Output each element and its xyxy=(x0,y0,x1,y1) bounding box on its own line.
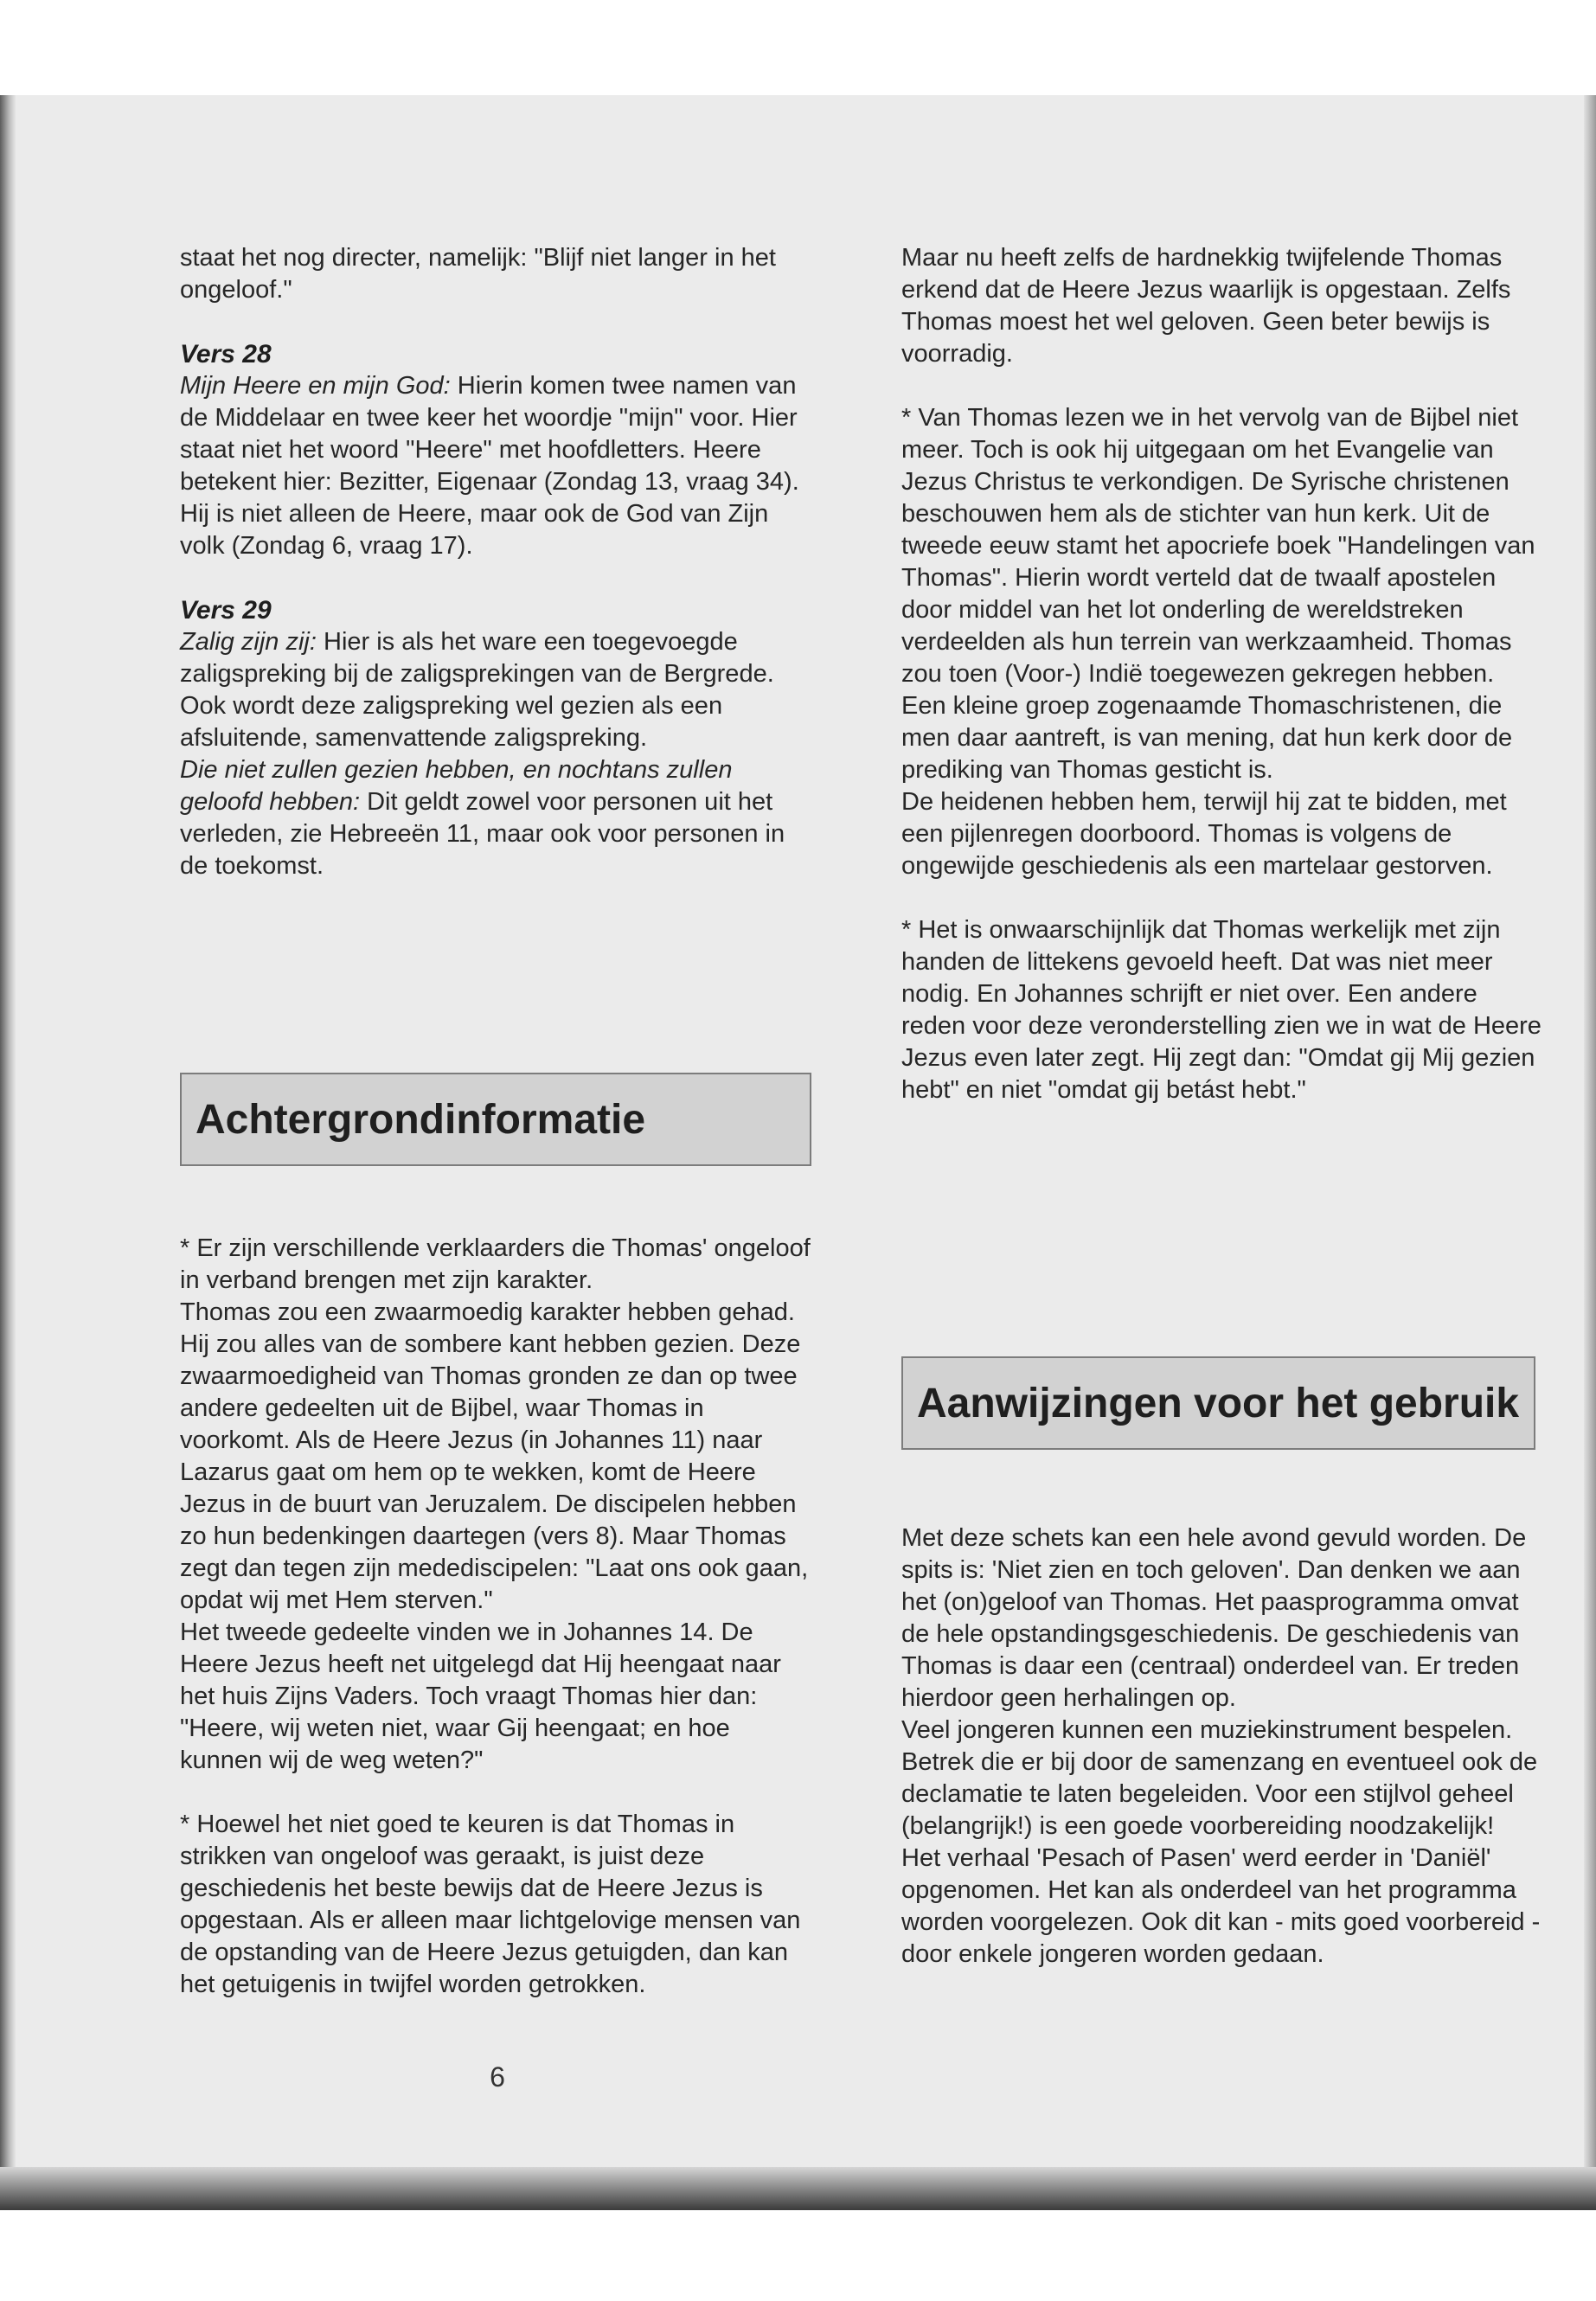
achtergrond-paragraph-2: Thomas zou een zwaarmoedig karakter hebben gehad. Hij zou alles van de sombere kant hebben gezien. Deze zwaarmoedigheid van Thomas gronden ze dan op twee andere gedeelten uit de Bijbel, waar Thomas in voorkomt. Als de Heere Jezus (in Johannes 11) naar Lazarus gaat om hem op te wekken, komt de Heere Jezus in de buurt van Jeruzalem. De discipelen hebben zo hun bedenkingen daartegen (vers 8). Maar Thomas zegt dan tegen zijn medediscipelen: "Laat ons ook gaan, opdat wij met Hem sterven." xyxy=(180,1298,809,1614)
aanwijzingen-paragraph-2: Veel jongeren kunnen een muziekinstrument bespelen. Betrek die er bij door de samenzang en eventueel ook de declamatie te laten begeleiden. Voor een stijlvol geheel (belangrijk!) is een goede voorbereiding noodzakelijk! xyxy=(901,1716,1538,1840)
section-heading-aanwijzingen: Aanwijzingen voor het gebruik xyxy=(901,1356,1535,1450)
vers29-text: Hier is als het ware een toegevoegde zaligspreking bij de zaligsprekingen van de Bergrede. Ook wordt deze zaligspreking wel gezien als een afsluitende, samenvattende zaligspreking. xyxy=(180,628,774,752)
vers29-paragraph xyxy=(180,626,816,754)
vers28-paragraph xyxy=(180,370,816,562)
vers29-lead: Zalig zijn zij: xyxy=(180,628,317,656)
section-heading-achtergrondinformatie: Achtergrondinformatie xyxy=(180,1073,811,1166)
page-right-edge xyxy=(1584,95,1596,2210)
vers28-heading: Vers 28 xyxy=(180,340,272,369)
aanwijzingen-paragraph-1: Met deze schets kan een hele avond gevuld worden. De spits is: 'Niet zien en toch geloven'. Dan denken we aan het (on)geloof van Thomas. Het paasprogramma omvat de hele opstandingsgeschiedenis. De geschiedenis van Thomas is daar een (centraal) onderdeel van. Er treden hierdoor geen herhalingen op. xyxy=(901,1524,1527,1712)
right-column-bottom xyxy=(901,1522,1542,1971)
vers29-paragraph-2 xyxy=(180,754,816,882)
page-bottom-edge xyxy=(0,2167,1596,2210)
page-number: 6 xyxy=(490,2061,505,2093)
right-paragraph-3: De heidenen hebben hem, terwijl hij zat te bidden, met een pijlenregen doorboord. Thomas is volgens de ongewijde geschiedenis als een martelaar gestorven. xyxy=(901,788,1507,880)
right-paragraph-4: * Het is onwaarschijnlijk dat Thomas werkelijk met zijn handen de littekens gevoeld heeft. Dat was niet meer nodig. En Johannes schrijft er niet over. Een andere reden voor deze veronderstelling zien we in wat de Heere Jezus even later zegt. Hij zegt dan: "Omdat gij Mij gezien hebt" en niet "omdat gij betást hebt." xyxy=(901,916,1542,1104)
achtergrond-paragraph-1: * Er zijn verschillende verklaarders die Thomas' ongeloof in verband brengen met zijn karakter. xyxy=(180,1234,811,1294)
vers29-heading: Vers 29 xyxy=(180,596,272,625)
intro-paragraph: staat het nog directer, namelijk: "Blijf niet langer in het ongeloof." xyxy=(180,244,776,304)
left-column-top xyxy=(180,242,816,882)
achtergrond-paragraph-3: Het tweede gedeelte vinden we in Johannes 14. De Heere Jezus heeft net uitgelegd dat Hij heengaat naar het huis Zijns Vaders. Toch vraagt Thomas hier dan: "Heere, wij weten niet, waar Gij heengaat; en hoe kunnen wij de weg weten?" xyxy=(180,1618,781,1774)
vers29-lead-2: Die niet zullen gezien hebben, en nochtans zullen geloofd hebben: xyxy=(180,756,733,816)
aanwijzingen-paragraph-3: Het verhaal 'Pesach of Pasen' werd eerder in 'Daniël' opgenomen. Het kan als onderdeel van het programma worden voorgelezen. Ook dit kan - mits goed voorbereid - door enkele jongeren worden gedaan. xyxy=(901,1844,1541,1968)
right-paragraph-2: * Van Thomas lezen we in het vervolg van de Bijbel niet meer. Toch is ook hij uitgegaan om het Evangelie van Jezus Christus te verkondigen. De Syrische christenen beschouwen hem als de stichter van hun kerk. Uit de tweede eeuw stamt het apocriefe boek "Handelingen van Thomas". Hierin wordt verteld dat de twaalf apostelen door middel van het lot onderling de wereldstreken verdeelden als hun terrein van werkzaamheid. Thomas zou toen (Voor-) Indië toegewezen gekregen hebben. Een kleine groep zogenaamde Thomaschristenen, die men daar aantreft, is van mening, dat hun kerk door de prediking van Thomas gesticht is. xyxy=(901,404,1535,784)
right-column-top xyxy=(901,242,1542,1106)
vers28-lead: Mijn Heere en mijn God: xyxy=(180,372,451,400)
page-binding-edge xyxy=(0,95,16,2210)
left-column-bottom xyxy=(180,1233,816,2001)
achtergrond-paragraph-4: * Hoewel het niet goed te keuren is dat Thomas in strikken van ongeloof was geraakt, is juist deze geschiedenis het beste bewijs dat de Heere Jezus is opgestaan. Als er alleen maar lichtgelovige mensen van de opstanding van de Heere Jezus getuigden, dan kan het getuigenis in twijfel worden getrokken. xyxy=(180,1811,801,1998)
right-paragraph-1: Maar nu heeft zelfs de hardnekkig twijfelende Thomas erkend dat de Heere Jezus waarlijk is opgestaan. Zelfs Thomas moest het wel geloven. Geen beter bewijs is voorradig. xyxy=(901,244,1511,368)
vers29-text-2: Dit geldt zowel voor personen uit het verleden, zie Hebreeën 11, maar ook voor personen in de toekomst. xyxy=(180,788,785,880)
vers28-text: Hierin komen twee namen van de Middelaar en twee keer het woordje "mijn" voor. Hier staat niet het woord "Heere" met hoofdletters. Heere betekent hier: Bezitter, Eigenaar (Zondag 13, vraag 34). Hij is niet alleen de Heere, maar ook de God van Zijn volk (Zondag 6, vraag 17). xyxy=(180,372,799,560)
